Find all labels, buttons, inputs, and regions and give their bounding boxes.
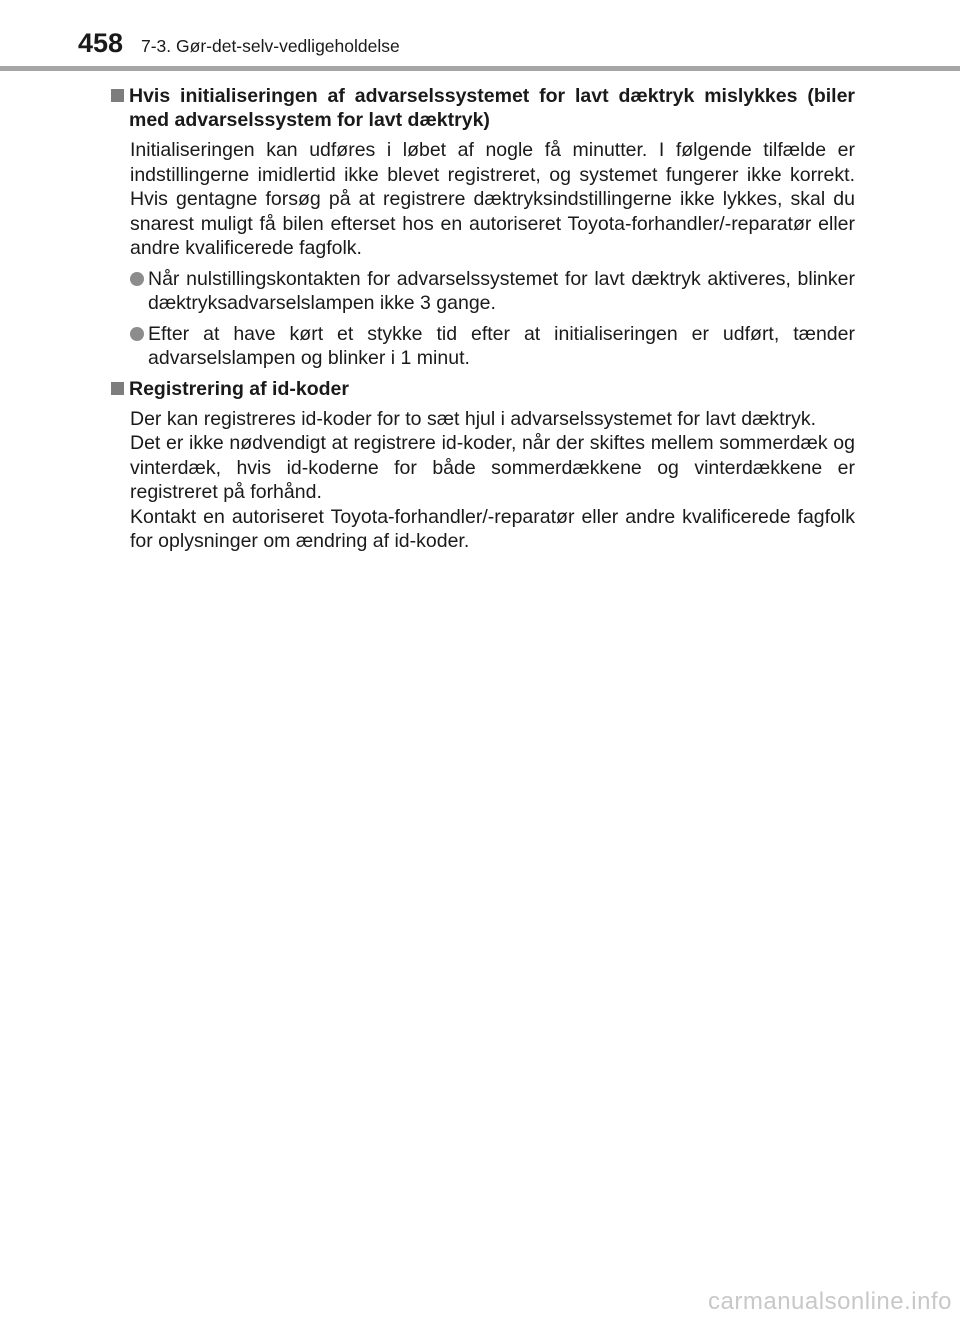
page-content <box>110 84 855 560</box>
paragraph-id-codes-3: Kontakt en autoriseret Toyota-forhandler/-reparatør eller andre kvalificerede fagfolk for oplysninger om ændring af id-koder. <box>130 505 855 552</box>
paragraph-id-codes-1: Der kan registreres id-koder for to sæt hjul i advarselssystemet for lavt dæktryk. <box>130 407 816 430</box>
page-header <box>0 0 960 72</box>
paragraph-initialization: Initialiseringen kan udføres i løbet af nogle få minutter. I følgende tilfælde er indstillingerne imidlertid ikke blevet registreret, og systemet fungerer ikke korrekt. Hvis gentagne forsøg på at registrere dæktryksindstillingerne ikke lykkes, skal du snarest muligt få bilen efterset hos en autoriseret Toyota-forhandler/-reparatør eller andre kvalificerede fagfolk. <box>130 139 855 259</box>
circle-bullet-icon <box>130 272 144 286</box>
square-bullet-icon <box>111 89 124 102</box>
heading-text: Hvis initialiseringen af advarselssystemet for lavt dæktryk mislykkes (biler med advarselssystem for lavt dæktryk) <box>129 85 855 131</box>
chapter-title: 7-3. Gør-det-selv-vedligeholdelse <box>141 36 400 56</box>
heading-text: Registrering af id-koder <box>129 377 349 400</box>
page-number: 458 <box>78 28 124 58</box>
watermark: carmanualsonline.info <box>708 1288 952 1315</box>
bullet-text: Efter at have kørt et stykke tid efter at initialiseringen er udført, tænder advarselslampen og blinker i 1 minut. <box>148 322 855 369</box>
bullet-item <box>110 322 855 371</box>
header-divider <box>0 66 960 71</box>
circle-bullet-icon <box>130 327 144 341</box>
square-bullet-icon <box>111 382 124 395</box>
paragraph-id-codes-2: Det er ikke nødvendigt at registrere id-koder, når der skiftes mellem sommerdæk og vinterdæk, hvis id-koderne for både sommerdækkene og vinterdækkene er registreret på forhånd. <box>130 432 855 503</box>
section-heading-id-codes <box>110 377 855 401</box>
section-heading-initialization-failure <box>110 84 855 132</box>
bullet-item <box>110 267 855 316</box>
bullet-text: Når nulstillingskontakten for advarselssystemet for lavt dæktryk aktiveres, blinker dæktryksadvarselslampen ikke 3 gange. <box>148 267 855 314</box>
